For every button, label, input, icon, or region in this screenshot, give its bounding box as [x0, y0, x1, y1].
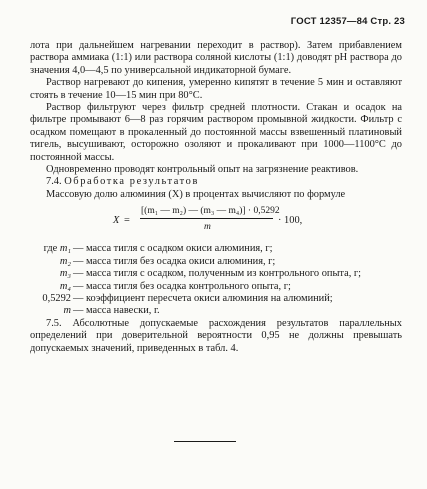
section-7-4-title: Обработка результатов	[64, 176, 199, 188]
formula-numerator: [(m₁ — m₂) — (m₃ — m₄)] · 0,5292	[141, 206, 280, 217]
definition-text: — коэффициент пересчета окиси алюминия на алюминий;	[73, 292, 333, 304]
formula-intro: Массовую долю алюминия (X) в процентах вычисляют по формуле	[46, 188, 346, 200]
section-7-4-number: 7.4.	[46, 176, 62, 188]
definition-symbol: m₃	[59, 268, 71, 280]
definition-text: — масса тигля с осадком окиси алюминия, г;	[73, 243, 273, 255]
formula-lhs: X	[113, 215, 120, 227]
definition-item	[30, 281, 402, 293]
page-body	[30, 40, 402, 355]
paragraph-filtering: Раствор фильтруют через фильтр средней плотности. Стакан и осадок на фильтре промывают 6—8 раз горячим раствором промывной жидкости. Фильтр с осадком помещают в прокаленный до постоянной массы взвешенный платиновый тигель, высушивают, осторожно озоляют и прокаливают при 1000—1100°С до постоянной массы.	[30, 102, 402, 163]
paragraph-heating: Раствор нагревают до кипения, умеренно кипятят в течение 5 мин и оставляют стоять в течение 10—15 мин при 80°С.	[30, 77, 402, 101]
paragraph-control-test: Одновременно проводят контрольный опыт на загрязнение реактивов.	[46, 164, 359, 176]
formula-multiplier: · 100,	[278, 215, 303, 227]
definition-item	[30, 268, 402, 280]
definition-symbol: m₂	[59, 255, 71, 267]
formula-equals: =	[124, 215, 130, 227]
definitions-list	[30, 243, 402, 317]
definition-item	[30, 243, 402, 255]
definition-symbol: 0,5292	[42, 292, 71, 304]
definition-item	[30, 256, 402, 268]
formula-denominator: m	[204, 222, 211, 233]
definition-text: — масса тигля без осадка окиси алюминия, г;	[73, 255, 276, 267]
page-header: ГОСТ 12357—84 Стр. 23	[290, 16, 405, 27]
definition-item	[30, 293, 402, 305]
paragraph-continuation: лота при дальнейшем нагревании переходит в раствор). Затем прибавлением раствора аммиака (1:1) или раствора соляной кислоты (1:1) доводят pH раствора до значения 4,0—4,5 по универсальной индикаторной бумаге.	[30, 40, 402, 76]
definition-text: — масса тигля с осадком, полученным из контрольного опыта, г;	[73, 268, 362, 280]
end-rule	[174, 441, 236, 442]
definition-symbol: m	[63, 305, 71, 317]
definition-symbol: m₁	[59, 243, 71, 255]
definition-text: — масса тигля без осадка контрольного опыта, г;	[73, 280, 291, 292]
section-7-5-paragraph: 7.5. Абсолютные допускаемые расхождения результатов параллельных определений при доверительной вероятности 0,95 не должны превышать допускаемых значений, приведенных в табл. 4.	[30, 317, 402, 354]
definition-symbol: m₄	[59, 280, 71, 292]
definition-lead: где	[43, 243, 58, 255]
definition-item	[30, 305, 402, 317]
fraction-bar	[140, 218, 273, 219]
section-7-4-heading	[30, 176, 402, 188]
definition-text: — масса навески, г.	[73, 305, 160, 317]
formula	[30, 203, 402, 241]
